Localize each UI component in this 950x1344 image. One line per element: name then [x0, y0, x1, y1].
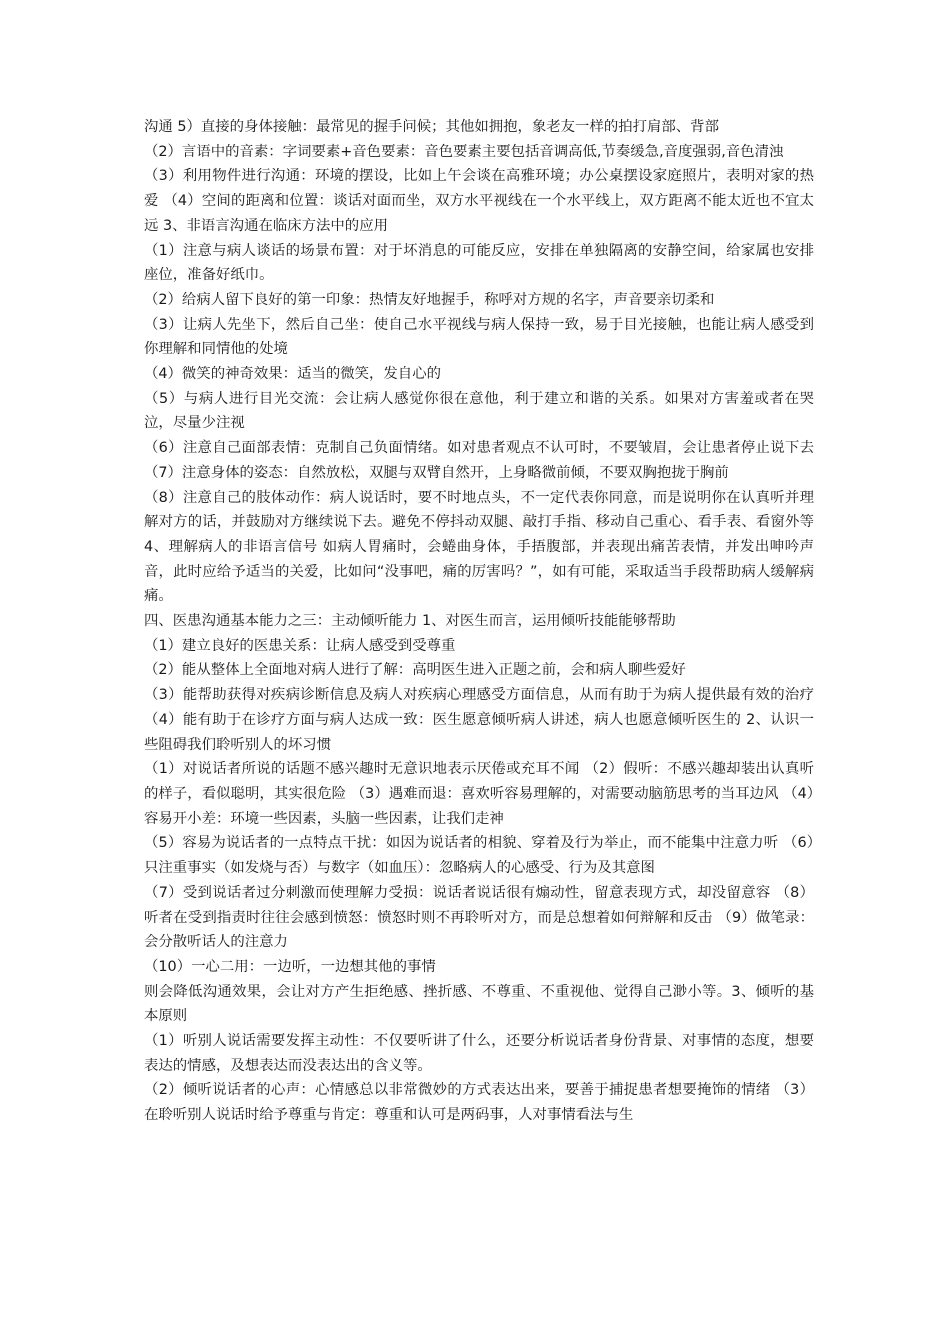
- document-page: [144, 115, 814, 1128]
- paragraph: （5）与病人进行目光交流：会让病人感觉你很在意他，利于建立和谐的关系。如果对方害羞或者在哭泣，尽量少注视: [144, 390, 814, 432]
- paragraph: （10）一心二用：一边听，一边想其他的事情: [144, 958, 436, 975]
- paragraph: （3）利用物件进行沟通：环境的摆设，比如上午会谈在高雅环境；办公桌摆设家庭照片，表明对家的热爱 （4）空间的距离和位置：谈话对面而坐，双方水平视线在一个水平线上，双方距离不能太近也不宜太远 3、非语言沟通在临床方法中的应用: [144, 168, 814, 234]
- paragraph: （8）注意自己的肢体动作：病人说话时，要不时地点头，不一定代表你同意，而是说明你在认真听并理解对方的话，并鼓励对方继续说下去。避免不停抖动双腿、敲打手指、移动自己重心、看手表、看窗外等 4、理解病人的非语言信号 如病人胃痛时，会蜷曲身体，手捂腹部，并表现出痛苦表情，并发出呻吟声音，此时应给予适当的关爱，比如问“没事吧，痛的厉害吗？”，如有可能，采取适当手段帮助病人缓解病痛。: [144, 489, 814, 605]
- paragraph: （2）能从整体上全面地对病人进行了解：高明医生进入正题之前，会和病人聊些爱好: [144, 662, 686, 679]
- paragraph: （2）倾听说话者的心声：心情感总以非常微妙的方式表达出来，要善于捕捉患者想要掩饰的情绪 （3）在聆听别人说话时给予尊重与肯定：尊重和认可是两码事，人对事情看法与生: [144, 1082, 814, 1124]
- paragraph: （7）受到说话者过分刺激而使理解力受损：说话者说话很有煽动性，留意表现方式，却没留意容 （8）听者在受到指责时往往会感到愤怒：愤怒时则不再聆听对方，而是总想着如何辩解和反击 （9）做笔录：会分散听话人的注意力: [144, 884, 814, 951]
- paragraph: （3）让病人先坐下，然后自己坐：使自己水平视线与病人保持一致，易于目光接触，也能让病人感受到你理解和同情他的处境: [144, 316, 814, 358]
- paragraph: 沟通 5）直接的身体接触：最常见的握手问候；其他如拥抱，象老友一样的拍打肩部、背部: [144, 119, 719, 135]
- paragraph: （2）给病人留下良好的第一印象：热情友好地握手，称呼对方规的名字，声音要亲切柔和: [144, 291, 715, 308]
- paragraph: （2）言语中的音素：字词要素+音色要素：音色要素主要包括音调高低,节奏缓急,音度强弱,音色清浊: [144, 143, 784, 160]
- paragraph: （1）听别人说话需要发挥主动性：不仅要听讲了什么，还要分析说话者身份背景、对事情的态度，想要表达的情感，及想表达而没表达出的含义等。: [144, 1033, 814, 1074]
- paragraph: （5）容易为说话者的一点特点干扰：如因为说话者的相貌、穿着及行为举止，而不能集中注意力听 （6）只注重事实（如发烧与否）与数字（如血压）：忽略病人的心感受、行为及其意图: [144, 835, 814, 877]
- paragraph: （1）注意与病人谈话的场景布置：对于坏消息的可能反应，安排在单独隔离的安静空间，给家属也安排座位，准备好纸巾。: [144, 242, 814, 284]
- paragraph: （1）对说话者所说的话题不感兴趣时无意识地表示厌倦或充耳不闻 （2）假听：不感兴趣却装出认真听的样子，看似聪明，其实很危险 （3）遇难而退：喜欢听容易理解的，对需要动脑筋思考的当耳边风 （4）容易开小差：环境一些因素，头脑一些因素，让我们走神: [144, 761, 814, 827]
- section-heading: 四、医患沟通基本能力之三：主动倾听能力 1、对医生而言，运用倾听技能能够帮助: [144, 613, 676, 630]
- paragraph: （1）建立良好的医患关系：让病人感受到受尊重: [144, 637, 456, 654]
- paragraph: （6）注意自己面部表情：克制自己负面情绪。如对患者观点不认可时，不要皱眉，会让患者停止说下去 （7）注意身体的姿态：自然放松，双腿与双臂自然开，上身略微前倾，不要双胸抱拢于胸前: [144, 440, 814, 481]
- paragraph: （3）能帮助获得对疾病诊断信息及病人对疾病心理感受方面信息，从而有助于为病人提供最有效的治疗 （4）能有助于在诊疗方面与病人达成一致：医生愿意倾听病人讲述，病人也愿意倾听医生的 2、认识一些阻碍我们聆听别人的坏习惯: [144, 687, 814, 753]
- paragraph: （4）微笑的神奇效果：适当的微笑，发自心的: [144, 366, 441, 383]
- paragraph: 则会降低沟通效果，会让对方产生拒绝感、挫折感、不尊重、不重视他、觉得自己渺小等。3、倾听的基本原则: [144, 983, 814, 1025]
